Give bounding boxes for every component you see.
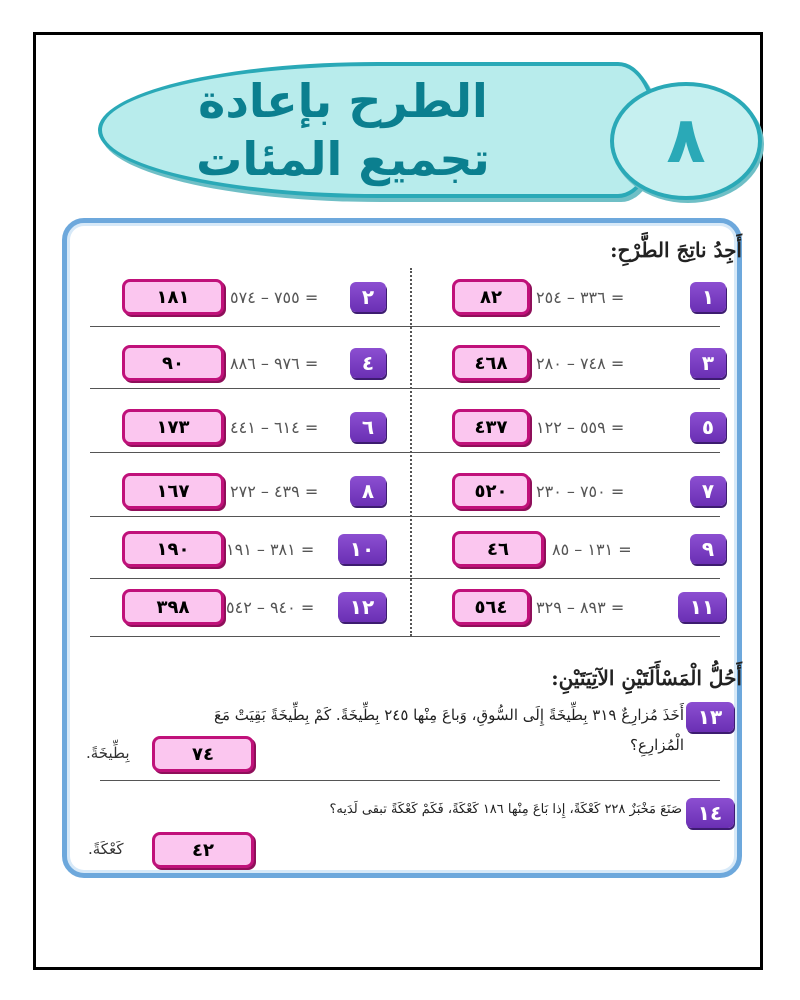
answer-box[interactable]: ٤٢ bbox=[152, 832, 254, 868]
page-title bbox=[178, 72, 508, 188]
answer-box[interactable]: ٤٣٧ bbox=[452, 409, 530, 445]
lesson-number-badge: ٨ bbox=[610, 82, 762, 200]
exercise-expression: ٥٥٩ – ١٢٢ = bbox=[536, 418, 625, 437]
answer-box[interactable]: ٣٩٨ bbox=[122, 589, 224, 625]
exercise-number: ١١ bbox=[678, 592, 726, 622]
exercise-expression: ٩٤٠ – ٥٤٢ = bbox=[226, 598, 315, 617]
answer-box[interactable]: ١٩٠ bbox=[122, 531, 224, 567]
exercise-expression: ٣٨١ – ١٩١ = bbox=[226, 540, 315, 559]
exercise-number: ١٠ bbox=[338, 534, 386, 564]
title-line-2: تجميع المئات bbox=[196, 132, 490, 186]
answer-box[interactable]: ٧٤ bbox=[152, 736, 254, 772]
answer-box[interactable]: ٨٢ bbox=[452, 279, 530, 315]
exercise-expression: ٧٥٠ – ٢٣٠ = bbox=[536, 482, 625, 501]
row-divider bbox=[90, 326, 720, 327]
exercise-expression: ٤٣٩ – ٢٧٢ = bbox=[230, 482, 319, 501]
row-divider bbox=[100, 780, 720, 781]
exercise-expression: ٨٩٣ – ٣٢٩ = bbox=[536, 598, 625, 617]
exercise-expression: ٧٤٨ – ٢٨٠ = bbox=[536, 354, 625, 373]
answer-unit: كَعْكَةً. bbox=[88, 840, 124, 858]
problem13-text: أَخَذَ مُزارِعٌ ٣١٩ بِطِّيخَةً إِلَى السُّوقِ، وَباعَ مِنْها ٢٤٥ بِطِّيخَةً. كَمْ بِطِّيخَةً بَقِيَتْ مَعَ bbox=[213, 706, 684, 724]
exercise-number: ٧ bbox=[690, 476, 726, 506]
exercise-number: ٢ bbox=[350, 282, 386, 312]
row-divider bbox=[90, 636, 720, 637]
exercise-expression: ١٣١ – ٨٥ = bbox=[552, 540, 632, 559]
exercise-number: ١٣ bbox=[686, 702, 734, 732]
answer-box[interactable]: ٥٢٠ bbox=[452, 473, 530, 509]
exercise-expression: ٧٥٥ – ٥٧٤ = bbox=[230, 288, 319, 307]
exercise-expression: ٦١٤ – ٤٤١ = bbox=[230, 418, 319, 437]
answer-box[interactable]: ١٨١ bbox=[122, 279, 224, 315]
section2-heading: أَحُلُّ الْمَسْأَلَتَيْنِ الآتِيَتَيْنِ: bbox=[551, 666, 742, 690]
exercise-number: ٩ bbox=[690, 534, 726, 564]
answer-box[interactable]: ٤٦ bbox=[452, 531, 544, 567]
problem14-text: صَنَعَ مَخْبَزٌ ٢٢٨ كَعْكَةً، إِذا بَاعَ مِنْها ١٨٦ كَعْكَةً، فَكَمْ كَعْكَةً تبقى لَدَيه؟ bbox=[329, 802, 682, 817]
row-divider bbox=[90, 516, 720, 517]
row-divider bbox=[90, 452, 720, 453]
exercise-number: ١ bbox=[690, 282, 726, 312]
exercise-number: ١٢ bbox=[338, 592, 386, 622]
problem13-text-line2: الْمُزارِعِ؟ bbox=[629, 736, 684, 754]
section1-heading: أَجِدُ ناتِجَ الطَّرْحِ: bbox=[610, 238, 742, 262]
exercise-number: ٤ bbox=[350, 348, 386, 378]
answer-box[interactable]: ٩٠ bbox=[122, 345, 224, 381]
answer-box[interactable]: ٤٦٨ bbox=[452, 345, 530, 381]
exercise-number: ١٤ bbox=[686, 798, 734, 828]
row-divider bbox=[90, 578, 720, 579]
answer-box[interactable]: ١٦٧ bbox=[122, 473, 224, 509]
row-divider bbox=[90, 388, 720, 389]
title-banner bbox=[98, 62, 658, 198]
exercise-expression: ٣٣٦ – ٢٥٤ = bbox=[536, 288, 625, 307]
exercise-number: ٨ bbox=[350, 476, 386, 506]
title-line-1: الطرح بإعادة bbox=[198, 74, 488, 128]
answer-unit: بِطِّيخَةً. bbox=[86, 744, 130, 762]
exercise-number: ٥ bbox=[690, 412, 726, 442]
answer-box[interactable]: ٥٦٤ bbox=[452, 589, 530, 625]
exercise-expression: ٩٧٦ – ٨٨٦ = bbox=[230, 354, 319, 373]
exercise-number: ٣ bbox=[690, 348, 726, 378]
exercise-number: ٦ bbox=[350, 412, 386, 442]
answer-box[interactable]: ١٧٣ bbox=[122, 409, 224, 445]
